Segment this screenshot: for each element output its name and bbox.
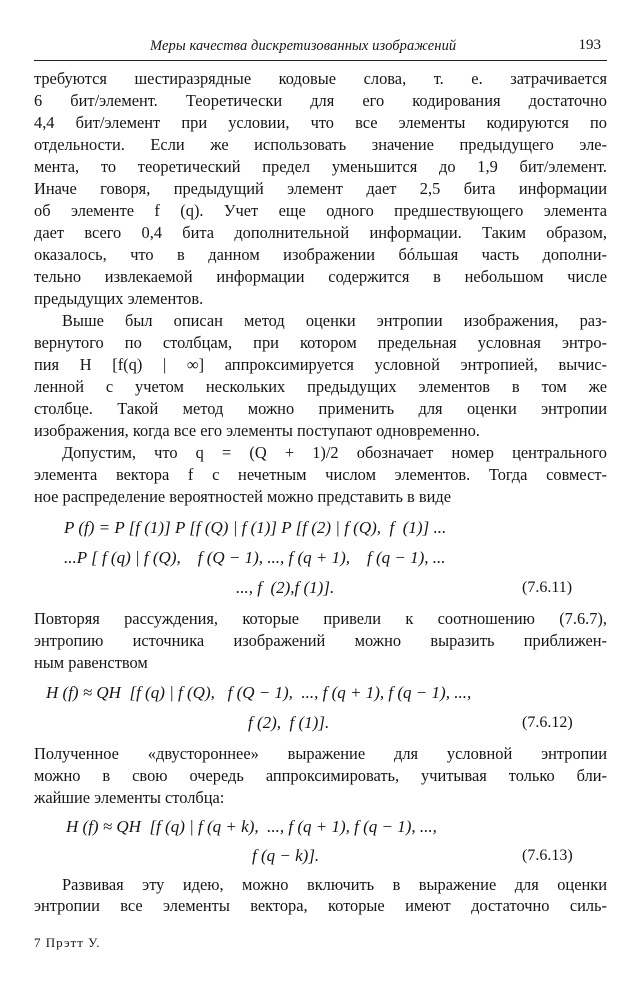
text-line: Развивая эту идею, можно включить в выражение для оценки <box>62 875 607 894</box>
equation-line <box>34 843 607 869</box>
text-line: об элементе f (q). Учет еще одного предшествующего элемента <box>34 201 607 220</box>
text-line: ленной с учетом нескольких предыдущих элементов в том же <box>34 377 607 396</box>
equation-number: (7.6.12) <box>522 714 573 731</box>
equation-line <box>34 710 607 736</box>
text-line: Полученное «двустороннее» выражение для условной энтропии <box>34 744 607 763</box>
formula: P (f) = P [f (1)] P [f (Q) | f (1)] P [f (2) | f (Q), f (1)] ... <box>64 518 447 537</box>
equation-line <box>34 545 607 571</box>
footnote: 7 Прэтт У. <box>34 935 101 950</box>
text-line: ное распределение вероятностей можно представить в виде <box>34 487 451 506</box>
text-line: элемента вектора f с нечетным числом элементов. Тогда совмест- <box>34 465 607 484</box>
text-line: требуются шестиразрядные кодовые слова, т. е. затрачивается <box>34 69 607 88</box>
text-line: отдельности. Если же использовать значение предыдущего эле- <box>34 135 607 154</box>
text-line: энтропию источника изображений можно выразить приближен- <box>34 631 607 650</box>
page-number: 193 <box>578 37 601 53</box>
text-line: жайшие элементы столбца: <box>34 788 225 807</box>
text-line: Повторяя рассуждения, которые привели к соотношению (7.6.7), <box>34 609 607 628</box>
running-title: Меры качества дискретизованных изображений <box>150 38 457 54</box>
text-line: ным равенством <box>34 653 148 672</box>
text-line: Иначе говоря, предыдущий элемент дает 2,5 бита информации <box>34 179 607 198</box>
equation-line <box>34 575 607 601</box>
formula: ...P [ f (q) | f (Q), f (Q − 1), ..., f (q + 1), f (q − 1), ... <box>64 548 446 567</box>
text-line: вернутого по столбцам, при котором предельная условная энтро- <box>34 333 607 352</box>
text-line: оказалось, что в данном изображении бóльшая часть дополни- <box>34 245 607 264</box>
formula: H (f) ≈ QH [f (q) | f (Q), f (Q − 1), ..., f (q + 1), f (q − 1), ..., <box>46 683 472 702</box>
text-line: изображения, когда все его элементы поступают одновременно. <box>34 421 480 440</box>
formula: f (2), f (1)]. <box>248 713 330 732</box>
equation-line <box>34 814 607 840</box>
text-line: Выше был описан метод оценки энтропии изображения, раз- <box>62 311 607 330</box>
equation-line <box>34 680 607 706</box>
formula: H (f) ≈ QH [f (q) | f (q + k), ..., f (q + 1), f (q − 1), ..., <box>66 817 437 836</box>
text-line: дает всего 0,4 бита дополнительной информации. Таким образом, <box>34 223 607 242</box>
text-line: 6 бит/элемент. Теоретически для его кодирования достаточно <box>34 91 607 110</box>
text-line: можно в свою очередь аппроксимировать, учитывая только бли- <box>34 766 607 785</box>
text-line: пия H [f(q) | ∞] аппроксимируется условной энтропией, вычис- <box>34 355 607 374</box>
equation-number: (7.6.11) <box>522 579 573 596</box>
formula: f (q − k)]. <box>252 846 320 865</box>
equation-line <box>34 515 607 541</box>
text-line: столбце. Такой метод можно применить для оценки энтропии <box>34 399 607 418</box>
text-line: предыдущих элементов. <box>34 289 204 308</box>
running-header <box>34 34 607 61</box>
text-line: Допустим, что q = (Q + 1)/2 обозначает номер центрального <box>62 443 607 462</box>
text-line: тельно извлекаемой информации содержится в небольшом числе <box>34 267 607 286</box>
text-line: энтропии все элементы вектора, которые имеют достаточно силь- <box>34 896 607 915</box>
equation-number: (7.6.13) <box>522 847 573 864</box>
formula: ..., f (2),f (1)]. <box>236 578 335 597</box>
text-line: 4,4 бит/элемент при условии, что все элементы кодируются по <box>34 113 607 132</box>
text-line: мента, то теоретический предел уменьшится до 1,9 бит/элемент. <box>34 157 607 176</box>
